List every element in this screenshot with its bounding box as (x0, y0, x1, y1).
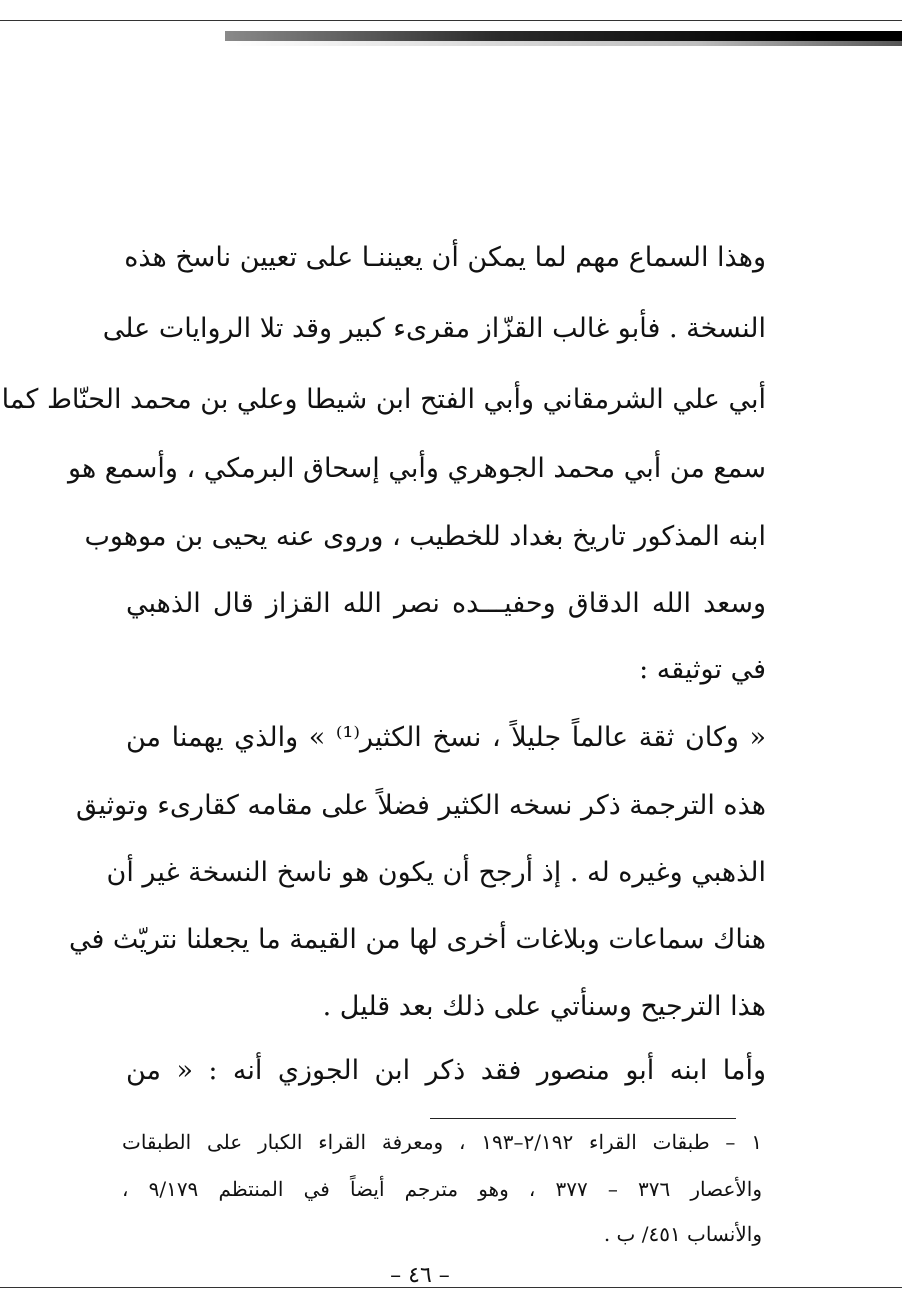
footnote-line: ١ – طبقات القراء ٢/١٩٢–١٩٣ ، ومعرفة القراء الكبار على الطبقات (122, 1130, 762, 1154)
page-number: – ٤٦ – (390, 1263, 450, 1288)
bottom-border-line (0, 1287, 902, 1288)
body-line: وسعد الله الدقاق وحفيـــده نصر الله القزاز قال الذهبي (126, 588, 766, 619)
footnote-line: والأعصار ٣٧٦ – ٣٧٧ ، وهو مترجم أيضاً في المنتظم ٩/١٧٩ ، (122, 1177, 763, 1201)
body-line: « وكان ثقة عالماً جليلاً ، نسخ الكثير⁽¹⁾ » والذي يهمنا من (126, 722, 767, 753)
body-line: وهذا السماع مهم لما يمكن أن يعيننـا على تعيين ناسخ هذه (124, 242, 766, 273)
top-scan-bar (225, 31, 902, 41)
body-line: سمع من أبي محمد الجوهري وأبي إسحاق البرمكي ، وأسمع هو (68, 453, 766, 484)
footnote-separator (430, 1118, 736, 1119)
top-border-line (0, 20, 902, 21)
body-line: وأما ابنه أبو منصور فقد ذكر ابن الجوزي أنه : « من (126, 1055, 766, 1086)
footnote-line: والأنساب ٤٥١/ ب . (603, 1222, 762, 1246)
body-line: هذا الترجيح وسنأتي على ذلك بعد قليل . (322, 991, 766, 1022)
body-line: الذهبي وغيره له . إذ أرجح أن يكون هو ناسخ النسخة غير أن (106, 857, 766, 888)
body-line: ابنه المذكور تاريخ بغداد للخطيب ، وروى عنه يحيى بن موهوب (84, 521, 766, 552)
body-line: هذه الترجمة ذكر نسخه الكثير فضلاً على مقامه كقارىء وتوثيق (75, 790, 766, 821)
body-line: هناك سماعات وبلاغات أخرى لها من القيمة ما يجعلنا نتريّث في (68, 924, 766, 955)
body-line: النسخة . فأبو غالب القزّاز مقرىء كبير وقد تلا الروايات على (102, 313, 766, 344)
body-line: أبي علي الشرمقاني وأبي الفتح ابن شيطا وعلي بن محمد الحنّاط كما (1, 384, 766, 415)
body-line: في توثيقه : (639, 654, 766, 685)
